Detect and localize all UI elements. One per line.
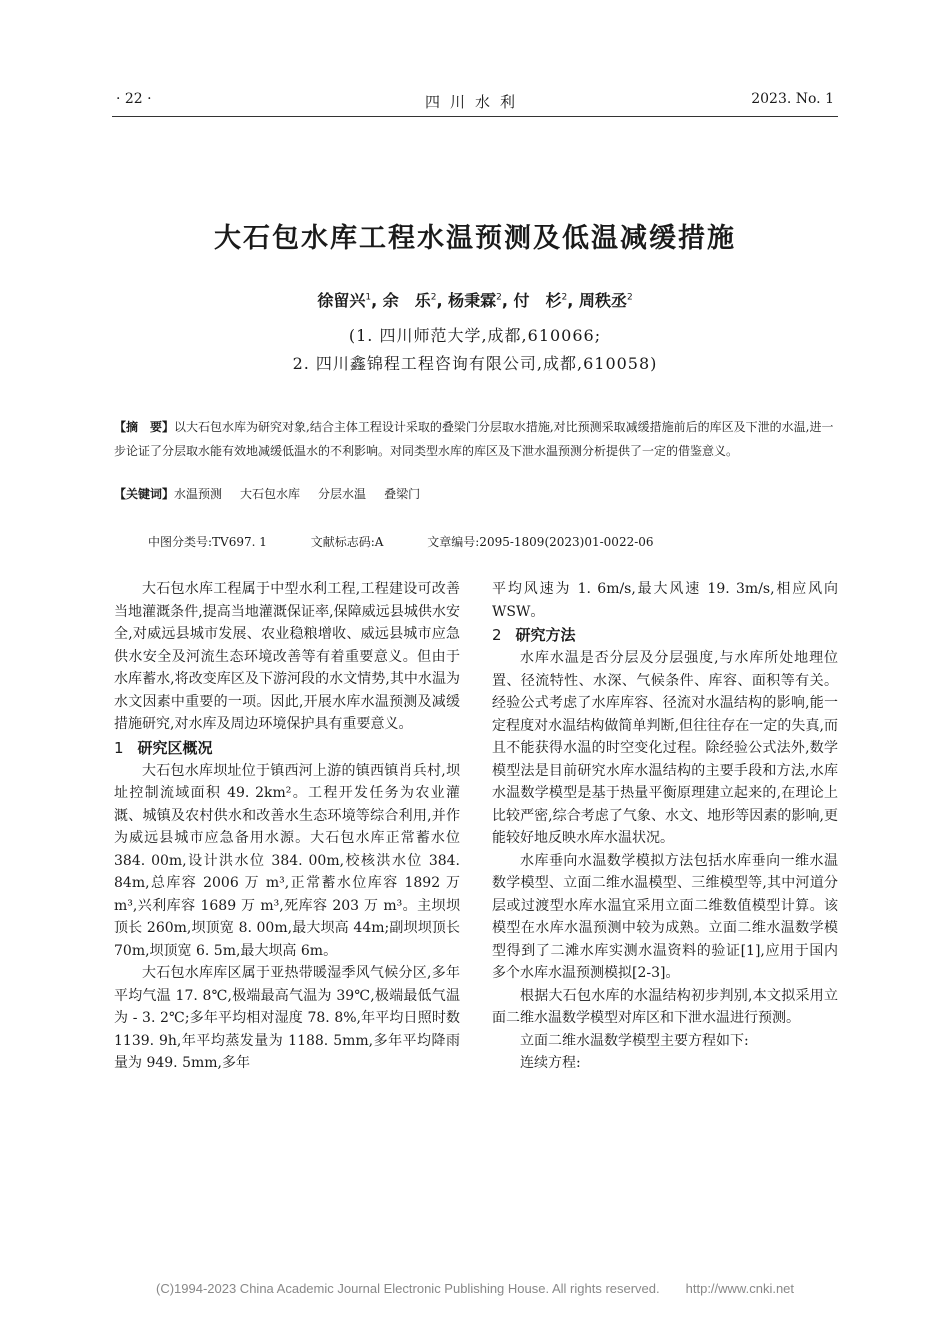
body-paragraph: 大石包水库坝址位于镇西河上游的镇西镇肖兵村,坝址控制流域面积 49. 2km²。工程开发任务为农业灌溉、城镇及农村供水和改善水生态环境等综合利用,并作为威远县城市应急备用水源。大石包水库正常蓄水位 384. 00m,设计洪水位 384. 00m,校核洪水位 384. 84m,总库容 2006 万 m³,正常蓄水位库容 1892 万 m³,兴利库容 1689 万 m³,死库容 203 万 m³。主坝坝顶长 260m,坝顶宽 8. 00m,最大坝高 44m;副坝坝顶长 70m,坝顶宽 6. 5m,最大坝高 6m。	[114, 762, 460, 959]
author-name: 付 杉	[513, 291, 562, 310]
body-paragraph: 立面二维水温数学模型主要方程如下:	[520, 1032, 749, 1049]
clc-number: 中图分类号:TV697. 1	[148, 535, 267, 549]
body-paragraph: 水库垂向水温数学模拟方法包括水库垂向一维水温数学模型、立面二维水温模型、三维模型等,其中河道分层或过渡型水库水温宜采用立面二维数值模型计算。该模型在水库水温预测中较为成熟。立面二维水温数学模型得到了二滩水库实测水温资料的验证[1],应用于国内多个水库水温预测模拟[2-3]。	[492, 852, 838, 981]
copyright-footer: (C)1994-2023 China Academic Journal Electronic Publishing House. All rights reserved. http://www.cnki.net	[155, 1281, 795, 1296]
body-paragraph: 根据大石包水库的水温结构初步判别,本文拟采用立面二维水温数学模型对库区和下泄水温进行预测。	[492, 987, 838, 1026]
author-name: 徐留兴	[317, 291, 366, 310]
paper-title: 大石包水库工程水温预测及低温减缓措施	[214, 223, 736, 254]
header-rule	[112, 116, 838, 117]
document-code: 文献标志码:A	[310, 535, 384, 549]
keywords	[114, 482, 838, 506]
author-affiliation-mark: 2	[626, 292, 633, 303]
author-list: 徐留兴$^1$, 余 乐$^2$, 杨秉霖$^2$, 付 杉$^2$, 周秩丞$^2$	[317, 291, 633, 310]
author-affiliation-mark: 1	[365, 292, 372, 303]
equation-label: 连续方程:	[520, 1055, 581, 1071]
abstract-label: 【摘 要】	[114, 420, 175, 434]
body-paragraph-continued: 平均风速为 1. 6m/s,最大风速 19. 3m/s,相应风向 WSW。	[492, 581, 838, 620]
abstract-text: 以大石包水库为研究对象,结合主体工程设计采取的叠梁门分层取水措施,对比预测采取减缓措施前后的库区及下泄的水温,进一步论证了分层取水能有效地减缓低温水的不利影响。对同类型水库的库区及下泄水温预测分析提供了一定的借鉴意义。	[114, 420, 834, 458]
section-heading	[492, 623, 838, 647]
intro-paragraph: 大石包水库工程属于中型水利工程,工程建设可改善当地灌溉条件,提高当地灌溉保证率,保障威远县城供水安全,对威远县城市发展、农业稳粮增收、威远县城市应急供水安全及河流生态环境改善等有着重要意义。但由于水库蓄水,将改变库区及下游河段的水文情势,其中水温为水文因素中重要的一项。因此,开展水库水温预测及减缓措施研究,对水库及周边环境保护具有重要意义。	[114, 581, 460, 732]
abstract	[114, 415, 838, 463]
affiliation-2: 2. 四川鑫锦程工程咨询有限公司,成都,610058)	[292, 354, 658, 373]
author-affiliation-mark: 2	[496, 292, 502, 303]
author-affiliation-mark: 2	[561, 292, 568, 303]
section-title: 研究方法	[515, 626, 576, 644]
author-affiliation-mark: 2	[430, 292, 437, 303]
article-number: 文章编号:2095-1809(2023)01-0022-06	[427, 535, 654, 549]
author-name: 杨秉霖	[448, 291, 497, 310]
affiliation-1: (1. 四川师范大学,成都,610066;	[348, 326, 602, 345]
keywords-label: 【关键词】	[114, 487, 175, 501]
right-column	[492, 578, 838, 1075]
section-number: 2	[492, 626, 502, 644]
keyword: 水温预测	[174, 487, 223, 501]
keyword: 叠梁门	[384, 487, 421, 501]
body-paragraph: 水库水温是否分层及分层强度,与水库所处地理位置、径流特性、水深、气候条件、库容、面积等有关。经验公式考虑了水库库容、径流对水温结构的影响,能一定程度对水温结构做简单判断,但往往存在一定的失真,而且不能获得水温的时空变化过程。除经验公式法外,数学模型法是目前研究水库水温结构的主要手段和方法,水库水温数学模型是基于热量平衡原理建立起来的,在理论上比较严密,综合考虑了气象、水文、地形等因素的影响,更能较好地反映水库水温状况。	[492, 650, 838, 846]
author-name: 余 乐	[382, 291, 431, 310]
keyword: 分层水温	[318, 487, 367, 501]
page-number: · 22 ·	[116, 91, 152, 107]
left-column	[114, 578, 460, 1075]
issue-number: 2023. No. 1	[751, 91, 834, 107]
author-name: 周秩丞	[578, 291, 627, 310]
classification-line	[148, 533, 694, 550]
keyword: 大石包水库	[240, 487, 301, 501]
section-title: 研究区概况	[137, 738, 213, 757]
section-heading	[114, 736, 460, 760]
body-paragraph: 大石包水库库区属于亚热带暖湿季风气候分区,多年平均气温 17. 8℃,极端最高气温为 39℃,极端最低气温为 - 3. 2℃;多年平均相对湿度 78. 8%,年平均日照时数 1139. 9h,年平均蒸发量为 1188. 5mm,多年平均降雨量为 949. 5mm,多年	[114, 965, 460, 1071]
section-number: 1	[114, 738, 124, 757]
journal-name: 四川水利	[424, 93, 525, 111]
